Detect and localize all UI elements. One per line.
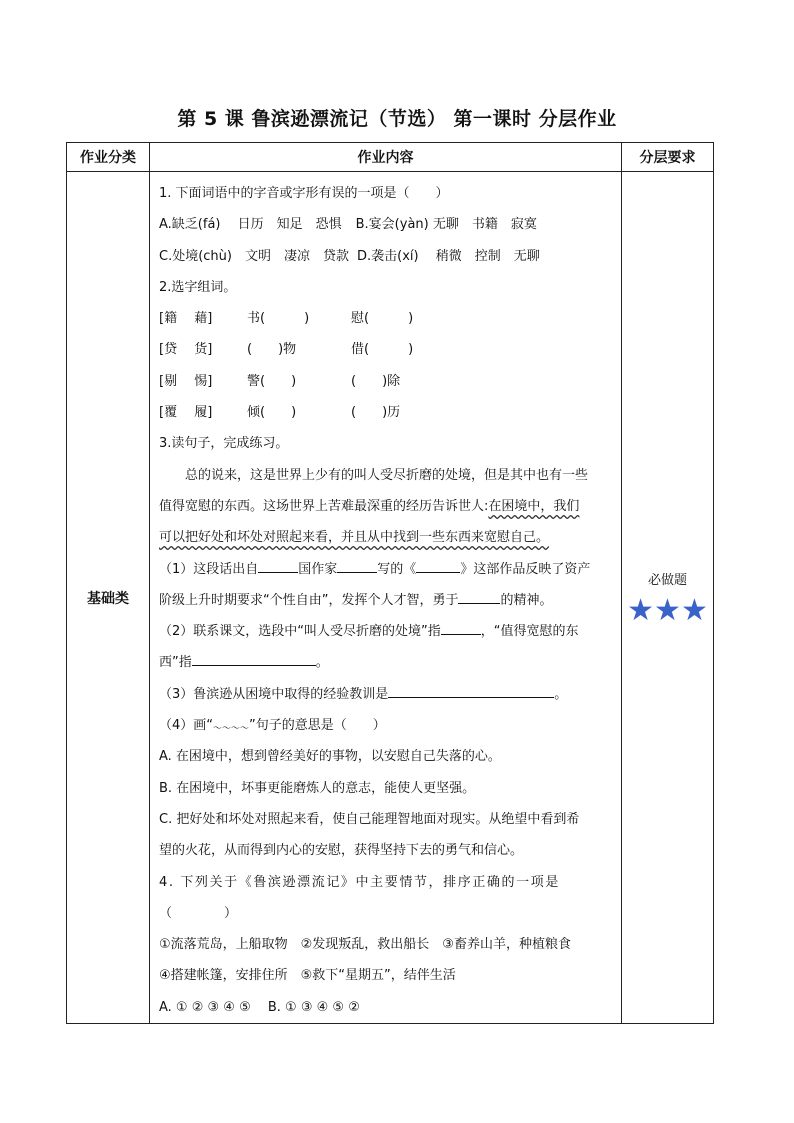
- q2-word: 警( ): [247, 373, 297, 389]
- q2-pair: [贷 货]: [159, 342, 213, 358]
- wavy-underlined-text: 可以把好处和坏处对照起来看，并且从中找到一些东西来宽慰自己。: [159, 530, 550, 546]
- answer-blank[interactable]: [388, 683, 554, 698]
- sub-question-text: 。: [315, 655, 329, 671]
- sub-question-text: 写的《: [377, 561, 417, 577]
- q2-word: ( )除: [351, 373, 401, 389]
- q1-option-b: B.宴会(yàn) 无聊 书籍 寂寞: [355, 217, 537, 233]
- q3-sub2-line-2: [159, 647, 613, 678]
- q1-option-d: D.袭击(xí) 稍微 控制 无聊: [356, 248, 540, 264]
- q3-option-a: A. 在困境中，想到曾经美好的事物，以安慰自己失落的心。: [159, 749, 501, 765]
- q2-row-3: [159, 366, 613, 397]
- wavy-mark: ～～～～: [213, 724, 250, 735]
- answer-blank[interactable]: [441, 620, 481, 635]
- sub-question-text: 的精神。: [500, 592, 553, 608]
- answer-blank[interactable]: [416, 558, 460, 573]
- wavy-underlined-text: 在困境中，我们: [488, 498, 580, 514]
- answer-blank[interactable]: [337, 558, 377, 573]
- star-rating: [622, 593, 713, 628]
- q1-options-ab: [159, 209, 613, 240]
- q2-row-2: [159, 334, 613, 365]
- sub-question-text: 西”指: [159, 655, 192, 671]
- q1-option-c: C.处境(chù) 文明 凄凉 贷款: [159, 248, 349, 264]
- q3-sub4: [159, 710, 613, 741]
- sub-question-text: ，“值得宽慰的东: [480, 624, 579, 640]
- q3-sub1-line-2: [159, 585, 613, 616]
- sub-question-text: （2）联系课文，选段中“叫人受尽折磨的处境”指: [159, 624, 441, 640]
- q3-option-c-line-2: 望的火花，从而得到内心的安慰，获得坚持下去的勇气和信心。: [159, 843, 524, 859]
- q1-stem: 1. 下面词语中的字音或字形有误的一项是（ ）: [159, 186, 449, 201]
- q2-pair: [剔 惕]: [159, 373, 213, 389]
- q4-options: A. ① ② ③ ④ ⑤ B. ① ③ ④ ⑤ ②: [159, 999, 360, 1015]
- header-category: 作业分类: [67, 143, 150, 172]
- sub-question-text: ”句子的意思是（ ）: [249, 718, 386, 734]
- q3-passage-line-1: 总的说来，这是世界上少有的叫人受尽折磨的处境，但是其中也有一些: [185, 467, 589, 483]
- q3-sub2-line-1: [159, 616, 613, 647]
- q2-word: ( )历: [351, 405, 401, 421]
- star-icon: ★: [627, 593, 655, 628]
- sub-question-text: （1）这段话出自: [159, 561, 259, 577]
- q2-word: 书( ): [247, 311, 310, 327]
- q4-stem: 4. 下列关于《鲁滨逊漂流记》中主要情节，排序正确的一项是: [159, 874, 560, 890]
- sub-question-text: 阶级上升时期要求“个性自由”，发挥个人才智，勇于: [159, 592, 459, 608]
- requirement-label: 必做题: [647, 573, 687, 588]
- table-header-row: [67, 143, 714, 172]
- q4-events-line-2: ④搭建帐篷，安排住所 ⑤救下“星期五”，结伴生活: [159, 968, 456, 984]
- header-content: 作业内容: [150, 143, 622, 172]
- q3-sub1-line-1: [159, 554, 613, 585]
- q3-passage-line-3: [159, 522, 613, 553]
- homework-table: [66, 142, 714, 1024]
- page-title: 第 5 课 鲁滨逊漂流记（节选） 第一课时 分层作业: [177, 108, 617, 130]
- answer-blank[interactable]: [458, 589, 500, 604]
- star-icon: ★: [680, 593, 708, 628]
- sub-question-text: （3）鲁滨逊从困境中取得的经验教训是: [159, 686, 389, 702]
- q1-options-cd: [159, 241, 613, 272]
- q3-option-c-line-1: C. 把好处和坏处对照起来看，使自己能理智地面对现实。从绝望中看到希: [159, 811, 580, 827]
- q3-option-b: B. 在困境中，坏事更能磨炼人的意志，能使人更坚强。: [159, 780, 476, 796]
- q2-pair: [覆 履]: [159, 405, 213, 421]
- q2-row-1: [159, 303, 613, 334]
- category-cell: 基础类: [67, 172, 150, 1024]
- requirement-cell: [622, 172, 714, 1024]
- sub-question-text: 。: [554, 686, 568, 702]
- q2-word: ( )物: [247, 342, 297, 358]
- sub-question-text: 国作家: [298, 561, 338, 577]
- sub-question-text: 》这部作品反映了资产: [460, 561, 591, 577]
- q3-stem: 3.读句子，完成练习。: [159, 436, 289, 452]
- q4-answer-paren: （ ）: [159, 905, 238, 921]
- table-row: [67, 172, 714, 1024]
- answer-blank[interactable]: [258, 558, 298, 573]
- star-icon: ★: [654, 593, 681, 628]
- q2-pair: [籍 藉]: [159, 311, 213, 327]
- passage-text: 值得宽慰的东西。这场世界上苦难最深重的经历告诉世人:: [159, 498, 489, 514]
- q3-sub3: [159, 679, 613, 710]
- answer-blank[interactable]: [192, 651, 316, 666]
- q4-events-line-1: ①流落荒岛，上船取物 ②发现叛乱，救出船长 ③畜养山羊，种植粮食: [159, 937, 571, 953]
- q2-stem: 2.选字组词。: [159, 279, 237, 295]
- q2-row-4: [159, 397, 613, 428]
- q3-passage-line-2: [159, 491, 613, 522]
- q2-word: 慰( ): [351, 311, 414, 327]
- q1-option-a: A.缺乏(fá) 日历 知足 恐惧: [159, 217, 342, 233]
- sub-question-text: （4）画“: [159, 718, 214, 734]
- q2-word: 倾( ): [247, 405, 297, 421]
- q2-word: 借( ): [351, 342, 414, 358]
- content-cell: [150, 172, 622, 1024]
- header-requirement: 分层要求: [622, 143, 714, 172]
